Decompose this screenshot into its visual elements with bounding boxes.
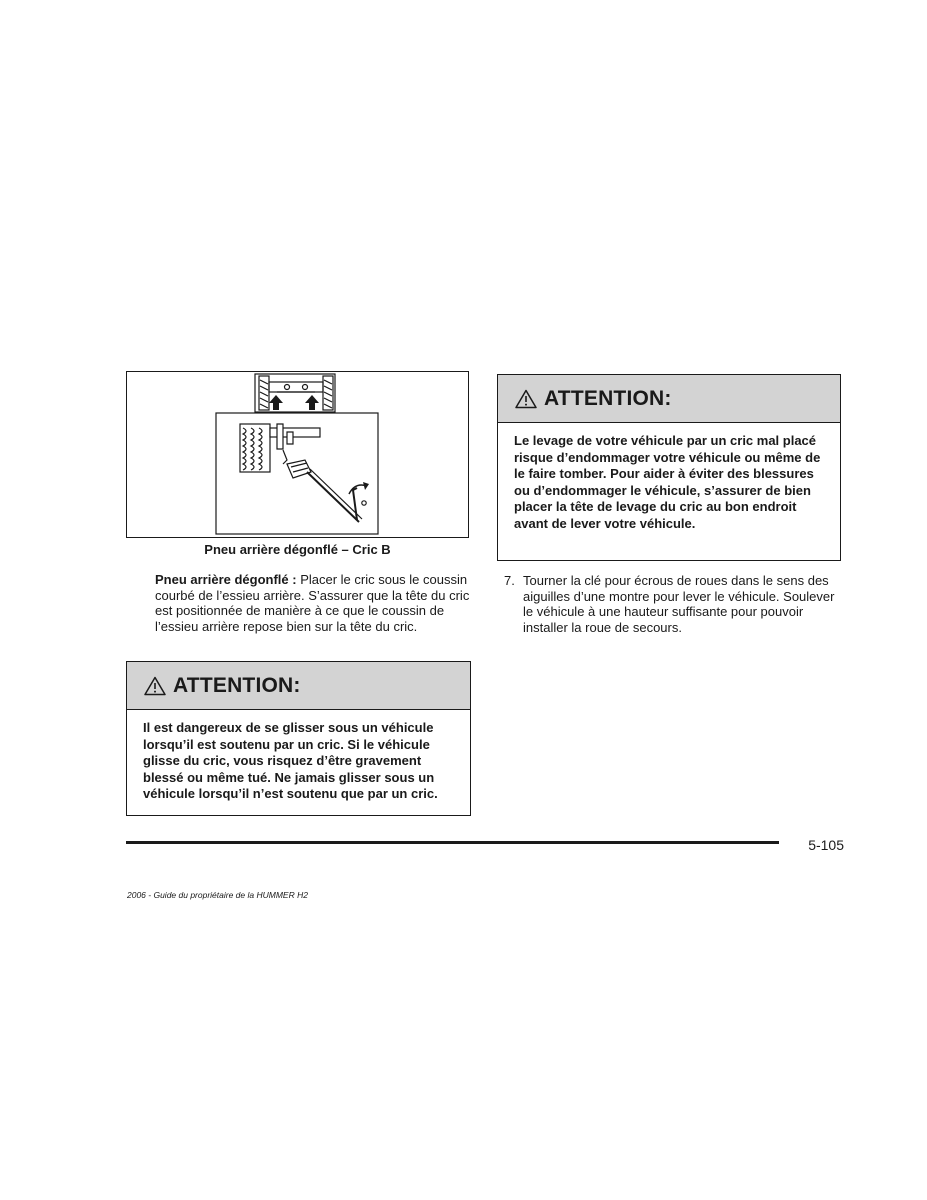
warning-triangle-icon xyxy=(515,389,537,409)
warning-header xyxy=(127,662,470,710)
step-number: 7. xyxy=(504,573,515,588)
warning-title: ATTENTION: xyxy=(544,386,672,410)
warning-triangle-icon xyxy=(144,676,166,696)
footer-text: 2006 - Guide du propriétaire de la HUMMER H2 xyxy=(127,890,308,900)
rear-axle-jack-diagram xyxy=(127,372,470,539)
warning-box-left xyxy=(126,661,471,816)
warning-text: Le levage de votre véhicule par un cric mal placé risque d’endommager votre véhicule ou même de le faire tomber. Pour aider à éviter des blessures ou d’endommager le véhicule, s’assurer de bien placer la tête de levage du cric au bon endroit avant de lever votre véhicule. xyxy=(514,433,821,531)
warning-box-right xyxy=(497,374,841,561)
lift-arrows xyxy=(269,395,319,410)
body-paragraph xyxy=(155,572,473,634)
page-number: 5-105 xyxy=(808,837,844,853)
jack-illustration xyxy=(126,371,469,538)
warning-header xyxy=(498,375,840,423)
warning-title: ATTENTION: xyxy=(173,673,301,697)
footer-rule xyxy=(126,841,779,844)
warning-text: Il est dangereux de se glisser sous un véhicule lorsqu’il est soutenu par un cric. Si le véhicule glisse du cric, vous risquez d’être gravement blessé ou même tué. Ne jamais glisser sous un véhicule lorsqu’il n’est soutenu que par un cric. xyxy=(143,720,438,802)
axle-overview xyxy=(255,374,335,412)
paragraph-text: Placer le cric sous le coussin courbé de l’essieu arrière. S’assurer que la tête du cric est positionnée de manière à ce que le coussin de l’essieu arrière repose bien sur la tête du cric. xyxy=(155,572,470,634)
step-7 xyxy=(504,573,844,635)
step-text: Tourner la clé pour écrous de roues dans le sens des aiguilles d’une montre pour lever le véhicule. Soulever le véhicule à une hauteur suffisante pour pouvoir installer la roue de secours. xyxy=(523,573,835,635)
figure-caption: Pneu arrière dégonflé – Cric B xyxy=(204,542,391,557)
paragraph-lead: Pneu arrière dégonflé : xyxy=(155,572,297,587)
